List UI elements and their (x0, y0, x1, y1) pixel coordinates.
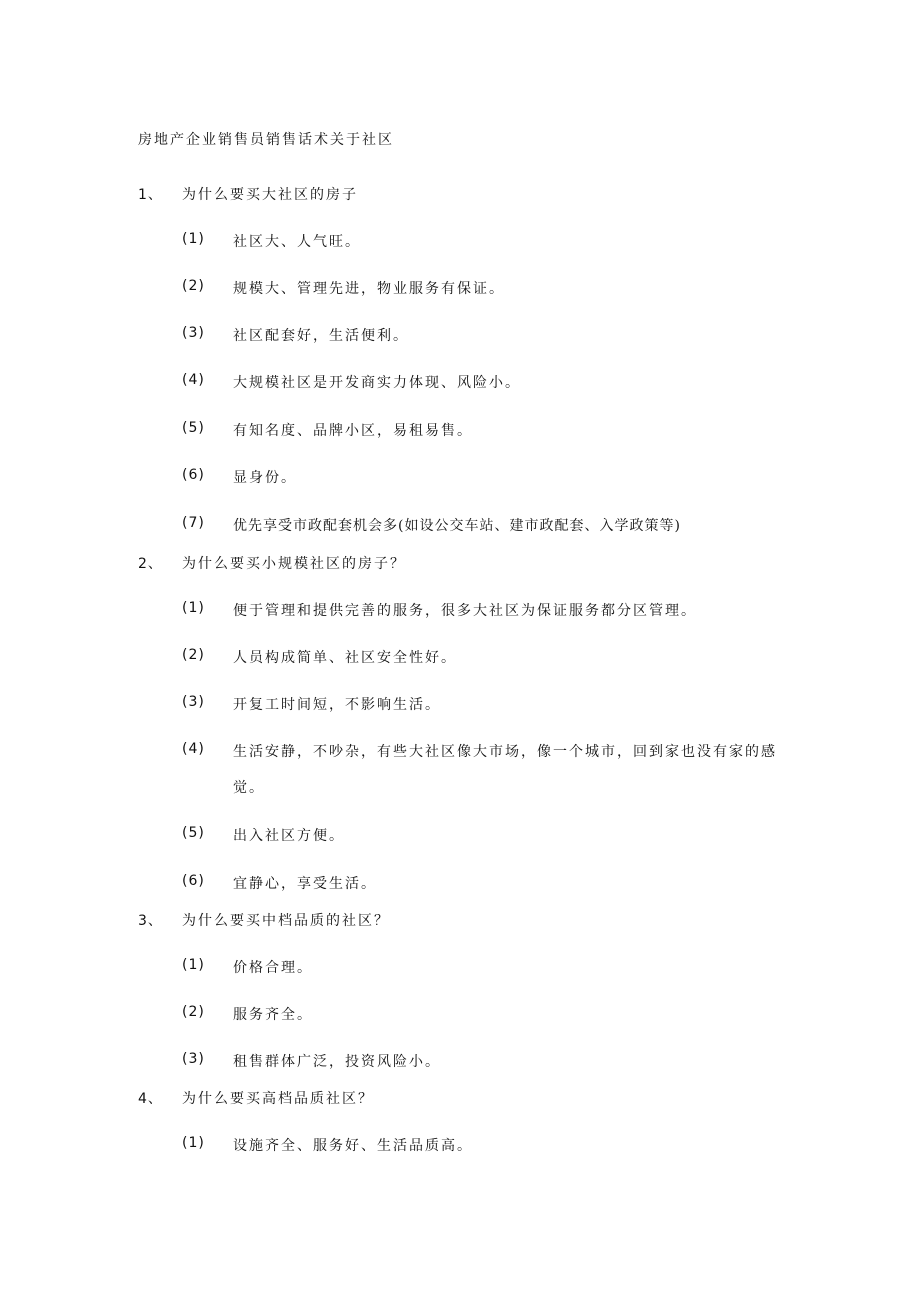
item-text: 规模大、管理先进，物业服务有保证。 (233, 281, 505, 297)
item-text: 设施齐全、服务好、生活品质高。 (233, 1138, 473, 1154)
item-number: (3) (182, 694, 205, 710)
item-number: (1) (182, 957, 205, 973)
document-title: 房地产企业销售员销售话术关于社区 (138, 132, 394, 148)
item-text: 社区大、人气旺。 (233, 234, 361, 250)
item-number: (6) (182, 467, 205, 483)
item-number: (5) (182, 825, 205, 841)
question-number: 3、 (138, 913, 163, 929)
item-text: 价格合理。 (233, 960, 313, 976)
item-text: 社区配套好，生活便利。 (233, 328, 409, 344)
item-text: 显身份。 (233, 470, 297, 486)
item-number: (7) (182, 515, 205, 531)
item-text: 大规模社区是开发商实力体现、风险小。 (233, 375, 521, 391)
question-text: 为什么要买中档品质的社区？ (182, 913, 390, 929)
item-number: (2) (182, 1004, 205, 1020)
item-text: 优先享受市政配套机会多(如设公交车站、建市政配套、入学政策等) (233, 518, 681, 534)
item-number: (2) (182, 278, 205, 294)
question-text: 为什么要买高档品质社区？ (182, 1091, 374, 1107)
question-number: 1、 (138, 187, 163, 203)
item-text: 开复工时间短，不影响生活。 (233, 697, 441, 713)
item-text: 生活安静，不吵杂，有些大社区像大市场，像一个城市，回到家也没有家的感 (233, 744, 777, 760)
question-text: 为什么要买大社区的房子 (182, 187, 358, 203)
item-text: 出入社区方便。 (233, 828, 345, 844)
item-number: (3) (182, 325, 205, 341)
item-number: (6) (182, 873, 205, 889)
item-number: (4) (182, 741, 205, 757)
item-number: (4) (182, 372, 205, 388)
question-number: 4、 (138, 1091, 163, 1107)
item-text: 宜静心，享受生活。 (233, 876, 377, 892)
item-text: 服务齐全。 (233, 1007, 313, 1023)
item-number: (1) (182, 1135, 205, 1151)
item-text: 人员构成简单、社区安全性好。 (233, 650, 457, 666)
item-text: 租售群体广泛，投资风险小。 (233, 1054, 441, 1070)
item-text: 便于管理和提供完善的服务，很多大社区为保证服务都分区管理。 (233, 603, 697, 619)
item-number: (3) (182, 1051, 205, 1067)
question-number: 2、 (138, 556, 163, 572)
item-text: 有知名度、品牌小区，易租易售。 (233, 423, 473, 439)
question-text: 为什么要买小规模社区的房子？ (182, 556, 406, 572)
item-number: (1) (182, 231, 205, 247)
item-number: (2) (182, 647, 205, 663)
item-number: (5) (182, 420, 205, 436)
item-number: (1) (182, 600, 205, 616)
item-text-continuation: 觉。 (233, 780, 265, 796)
